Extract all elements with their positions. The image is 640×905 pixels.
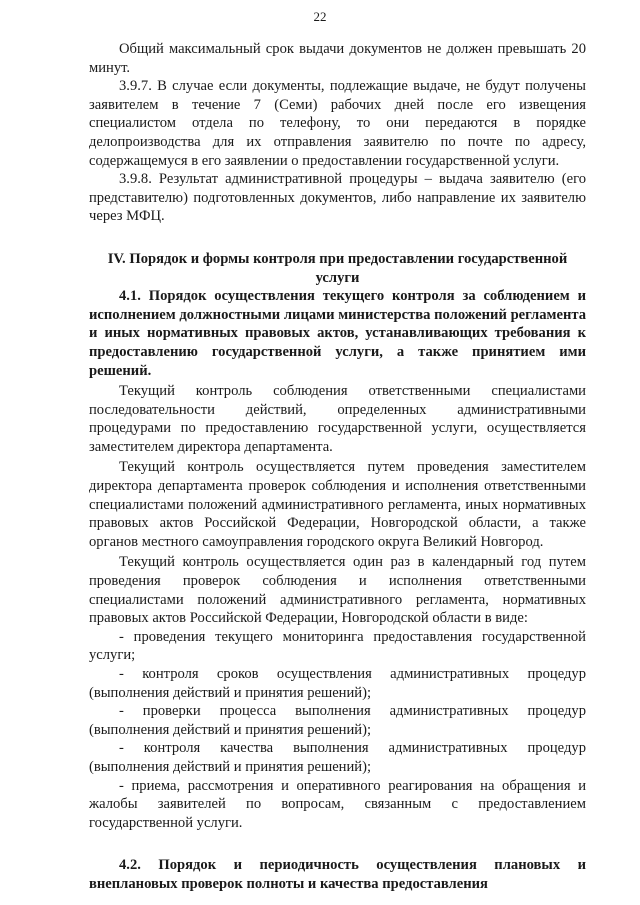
paragraph-3-9-7: 3.9.7. В случае если документы, подлежащие выдаче, не будут получены заявителем в течение 7 (Семи) рабочих дней после его извещения специалистом отдела по телефону, то они передаются в порядке делопроизводства для их отправления заявителю по почте по адресу, содержащемуся в его заявлении о предоставлении государственной услуги. bbox=[89, 78, 586, 169]
paragraph-current-control: Текущий контроль соблюдения ответственными специалистами последовательности действий, определенных административными процедурами по предоставлению государственной услуги, осуществляется заместителем директора департамента. bbox=[89, 383, 586, 455]
paragraph-control-frequency: Текущий контроль осуществляется один раз в календарный год путем проведения проверок соблюдения и исполнения ответственными специалистами положений административного регламента, нормативных правовых актов Российской Федерации, Новгородской области в виде: bbox=[89, 554, 586, 627]
list-item: - приема, рассмотрения и оперативного реагирования на обращения и жалобы заявителей по вопросам, связанным с предоставлением государственной услуги. bbox=[89, 777, 586, 831]
list-item: - контроля качества выполнения административных процедур (выполнения действий и принятия решений); bbox=[89, 740, 586, 775]
paragraph-max-time: Общий максимальный срок выдачи документов не должен превышать 20 минут. bbox=[89, 41, 586, 76]
paragraph-control-method: Текущий контроль осуществляется путем проведения заместителем директора департамента проверок соблюдения и исполнения ответственными специалистами положений административного регламента, иных нормативных правовых актов Российской Федерации, Новгородской области, а также органов местного самоуправления городского округа Великий Новгород. bbox=[89, 459, 586, 550]
subsection-4-1-heading: 4.1. Порядок осуществления текущего контроля за соблюдением и исполнением должностными лицами министерства положений регламента и иных нормативных правовых актов, устанавливающих требования к предоставлению государственной услуги, а также принятием ими решений. bbox=[89, 288, 586, 379]
list-item: - проверки процесса выполнения административных процедур (выполнения действий и принятия решений); bbox=[89, 703, 586, 738]
section-heading-iv: IV. Порядок и формы контроля при предоставлении государственной услуги bbox=[107, 250, 568, 286]
subsection-4-2-heading: 4.2. Порядок и периодичность осуществления плановых и внеплановых проверок полноты и качества предоставления bbox=[89, 857, 586, 892]
document-body bbox=[89, 40, 586, 894]
list-item: - проведения текущего мониторинга предоставления государственной услуги; bbox=[89, 628, 586, 664]
list-item: - контроля сроков осуществления административных процедур (выполнения действий и принятия решений); bbox=[89, 666, 586, 701]
page-number: 22 bbox=[313, 9, 327, 24]
paragraph-3-9-8: 3.9.8. Результат административной процедуры – выдача заявителю (его представителю) подготовленных документов, либо направление их заявителю через МФЦ. bbox=[89, 171, 586, 225]
